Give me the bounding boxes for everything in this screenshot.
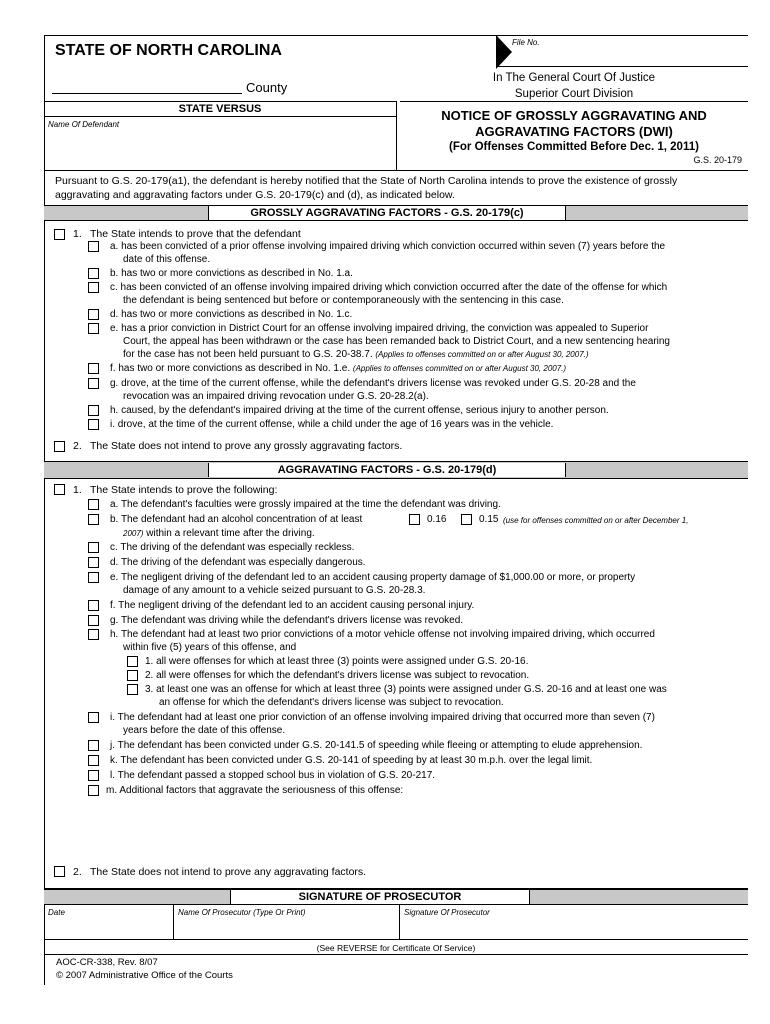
agg-e-text-1: e. The negligent driving of the defendant led to an accident causing property damage of $1,000.00 or more, or property: [110, 572, 636, 583]
agg-f-text: f. The negligent driving of the defendant led to an accident causing personal injury.: [110, 600, 475, 611]
additional-factors-field[interactable]: [110, 800, 740, 860]
grossly-d-checkbox[interactable]: [88, 309, 99, 320]
grossly-e-text-3-main: for the case has not been held pursuant to G.S. 20-38.7.: [123, 349, 373, 360]
intro-line-2: aggravating and aggravating factors under G.S. 20-179(c) and (d), as indicated below.: [55, 189, 455, 201]
agg-a-checkbox[interactable]: [88, 499, 99, 510]
grossly-f-text-main: f. has two or more convictions as described in No. 1.e.: [110, 363, 351, 374]
agg-h-text-2: within five (5) years of this offense, and: [123, 642, 297, 653]
grossly-item1-checkbox[interactable]: [54, 229, 65, 240]
agg-j-text: j. The defendant has been convicted under G.S. 20-141.5 of speeding while fleeing or attempting to elude apprehension.: [110, 740, 643, 751]
county-line: [52, 93, 242, 94]
date-field[interactable]: [46, 916, 171, 938]
grossly-h-checkbox[interactable]: [88, 405, 99, 416]
agg-h-checkbox[interactable]: [88, 629, 99, 640]
grossly-e-text-1: e. has a prior conviction in District Court for an offense involving impaired driving, the conviction was appealed to Superior: [110, 323, 649, 334]
prosecutor-name-field[interactable]: [176, 916, 397, 938]
agg-d-checkbox[interactable]: [88, 557, 99, 568]
grossly-c-text-2: the defendant is being sentenced but before or contemporaneously with the sentencing in this case.: [123, 295, 564, 306]
grossly-g-text-1: g. drove, at the time of the current offense, while the defendant's drivers license was revoked under G.S. 20-28 and the: [110, 378, 636, 389]
agg-c-checkbox[interactable]: [88, 542, 99, 553]
agg-l-text: l. The defendant passed a stopped school bus in violation of G.S. 20-217.: [110, 770, 436, 781]
date-divider: [173, 905, 174, 939]
agg-g-text: g. The defendant was driving while the defendant's drivers license was revoked.: [110, 615, 464, 626]
file-no-line: [496, 35, 748, 36]
statute-ref: G.S. 20-179: [693, 155, 742, 165]
state-versus-top-line: [44, 101, 396, 102]
form-title-line2: AGGRAVATING FACTORS (DWI): [475, 124, 673, 139]
agg-g-checkbox[interactable]: [88, 615, 99, 626]
agg-b-016-label: 0.16: [427, 514, 447, 525]
agg-b-text-2: [123, 528, 315, 540]
grossly-c-checkbox[interactable]: [88, 282, 99, 293]
agg-b-checkbox[interactable]: [88, 514, 99, 525]
agg-item1-num: 1.: [73, 484, 82, 496]
agg-item1-text: The State intends to prove the following:: [90, 484, 278, 496]
grossly-f-text: [110, 363, 566, 375]
grossly-b-text: b. has two or more convictions as described in No. 1.a.: [110, 268, 353, 279]
agg-i-text-1: i. The defendant had at least one prior conviction of an offense involving impaired driving that occurred more than seven (7): [110, 712, 655, 723]
left-border: [44, 35, 45, 985]
grossly-item2-checkbox[interactable]: [54, 441, 65, 452]
agg-m-text: m. Additional factors that aggravate the seriousness of this offense:: [106, 785, 404, 796]
agg-e-checkbox[interactable]: [88, 572, 99, 583]
agg-m-checkbox[interactable]: [88, 785, 99, 796]
grossly-f-checkbox[interactable]: [88, 363, 99, 374]
agg-h3-text-1: 3. at least one was an offense for which at least three (3) points were assigned under G.S. 20-16 and at least one was: [145, 684, 667, 695]
agg-item2-text: The State does not intend to prove any aggravating factors.: [90, 866, 367, 878]
signature-bottom-line: [44, 939, 748, 940]
grossly-item1-num: 1.: [73, 228, 82, 240]
grossly-section-title: GROSSLY AGGRAVATING FACTORS - G.S. 20-179(c): [208, 206, 566, 220]
agg-b-015-checkbox[interactable]: [461, 514, 472, 525]
aggravating-section-title: AGGRAVATING FACTORS - G.S. 20-179(d): [208, 463, 566, 477]
agg-e-text-2: damage of any amount to a vehicle seized pursuant to G.S. 20-28.3.: [123, 585, 426, 596]
agg-b-text-2-main: within a relevant time after the driving.: [146, 528, 315, 539]
grossly-item2-num: 2.: [73, 440, 82, 452]
see-reverse-note: (See REVERSE for Certificate Of Service): [316, 943, 476, 953]
agg-b-015-label: 0.15: [479, 514, 499, 525]
grossly-a-text-2: date of this offense.: [123, 254, 211, 265]
grossly-e-text-3: [123, 349, 589, 361]
agg-b-text-1: b. The defendant had an alcohol concentration of at least: [110, 514, 363, 525]
grossly-i-text: i. drove, at the time of the current offense, while a child under the age of 16 years was in the vehicle.: [110, 419, 554, 430]
grossly-item2-text: The State does not intend to prove any grossly aggravating factors.: [90, 440, 403, 452]
agg-item2-checkbox[interactable]: [54, 866, 65, 877]
grossly-e-checkbox[interactable]: [88, 323, 99, 334]
form-number: AOC-CR-338, Rev. 8/07: [56, 957, 158, 968]
grossly-a-text-1: a. has been convicted of a prior offense involving impaired driving which conviction occurred within seven (7) years before the: [110, 241, 666, 252]
agg-item1-checkbox[interactable]: [54, 484, 65, 495]
state-title: STATE OF NORTH CAROLINA: [55, 42, 282, 59]
county-label: County: [246, 80, 288, 95]
grossly-g-checkbox[interactable]: [88, 378, 99, 389]
agg-d-text: d. The driving of the defendant was especially dangerous.: [110, 557, 366, 568]
agg-i-text-2: years before the date of this offense.: [123, 725, 286, 736]
agg-l-checkbox[interactable]: [88, 770, 99, 781]
grossly-c-text-1: c. has been convicted of an offense involving impaired driving which conviction occurred after the date of the offense for which: [110, 282, 668, 293]
agg-h3-text-2: an offense for which the defendant's drivers license was subject to revocation.: [159, 697, 504, 708]
intro-line-1: Pursuant to G.S. 20-179(a1), the defendant is hereby notified that the State of North Carolina intends to prove the existence of grossly: [55, 175, 678, 187]
name-divider: [399, 905, 400, 939]
title-top-line: [400, 101, 748, 102]
file-no-label: File No.: [512, 38, 540, 47]
agg-item2-num: 2.: [73, 866, 82, 878]
footer-top-line: [44, 954, 748, 955]
agg-i-checkbox[interactable]: [88, 712, 99, 723]
agg-h2-checkbox[interactable]: [127, 670, 138, 681]
agg-f-checkbox[interactable]: [88, 600, 99, 611]
grossly-d-text: d. has two or more convictions as described in No. 1.c.: [110, 309, 353, 320]
date-label: Date: [48, 908, 65, 917]
agg-h-text-1: h. The defendant had at least two prior convictions of a motor vehicle offense not involving impaired driving, which occurred: [110, 629, 655, 640]
agg-h2-text: 2. all were offenses for which the defendant's drivers license was subject to revocation.: [145, 670, 530, 681]
grossly-e-text-2: Court, the appeal has been withdrawn or the case has been remanded back to District Court, and a new sentencing hearing: [123, 336, 670, 347]
agg-b-note-2: 2007): [123, 529, 144, 538]
agg-b-note: (use for offenses committed on or after December 1,: [503, 516, 689, 525]
grossly-f-note: (Applies to offenses committed on or after August 30, 2007.): [352, 364, 567, 373]
form-subtitle: (For Offenses Committed Before Dec. 1, 2011): [449, 141, 699, 153]
top-border: [44, 35, 496, 36]
form-title-line1: NOTICE OF GROSSLY AGGRAVATING AND: [441, 108, 707, 123]
defendant-box-right: [396, 101, 397, 171]
grossly-a-checkbox[interactable]: [88, 241, 99, 252]
intro-top-line: [44, 170, 748, 171]
agg-c-text: c. The driving of the defendant was especially reckless.: [110, 542, 355, 553]
prosecutor-name-label: Name Of Prosecutor (Type Or Print): [178, 908, 306, 917]
agg-h1-text: 1. all were offenses for which at least three (3) points were assigned under G.S. 20-16.: [145, 656, 529, 667]
prosecutor-signature-field[interactable]: [402, 916, 746, 938]
grossly-item1-text: The State intends to prove that the defendant: [90, 228, 301, 240]
agg-h3-checkbox[interactable]: [127, 684, 138, 695]
agg-k-checkbox[interactable]: [88, 755, 99, 766]
state-versus-bottom-line: [44, 116, 396, 117]
agg-j-checkbox[interactable]: [88, 740, 99, 751]
agg-k-text: k. The defendant has been convicted under G.S. 20-141 of speeding by at least 30 m.p.h. over the legal limit.: [110, 755, 593, 766]
agg-h1-checkbox[interactable]: [127, 656, 138, 667]
grossly-h-text: h. caused, by the defendant's impaired driving at the time of the current offense, serious injury to another person.: [110, 405, 609, 416]
state-versus-label: STATE VERSUS: [178, 103, 262, 115]
copyright: © 2007 Administrative Office of the Courts: [56, 970, 233, 981]
agg-a-text: a. The defendant's faculties were grossly impaired at the time the defendant was driving.: [110, 499, 501, 510]
signature-title: SIGNATURE OF PROSECUTOR: [230, 890, 530, 904]
file-no-bottom-line: [496, 66, 748, 67]
agg-b-016-checkbox[interactable]: [409, 514, 420, 525]
defendant-name-label: Name Of Defendant: [48, 120, 120, 129]
court-name: In The General Court Of Justice: [492, 72, 656, 84]
prosecutor-signature-label: Signature Of Prosecutor: [404, 908, 490, 917]
grossly-e-note: (Applies to offenses committed on or after August 30, 2007.): [375, 350, 589, 359]
grossly-g-text-2: revocation was an impaired driving revocation under G.S. 20-28.2(a).: [123, 391, 429, 402]
grossly-i-checkbox[interactable]: [88, 419, 99, 430]
grossly-b-checkbox[interactable]: [88, 268, 99, 279]
court-division: Superior Court Division: [514, 88, 634, 100]
